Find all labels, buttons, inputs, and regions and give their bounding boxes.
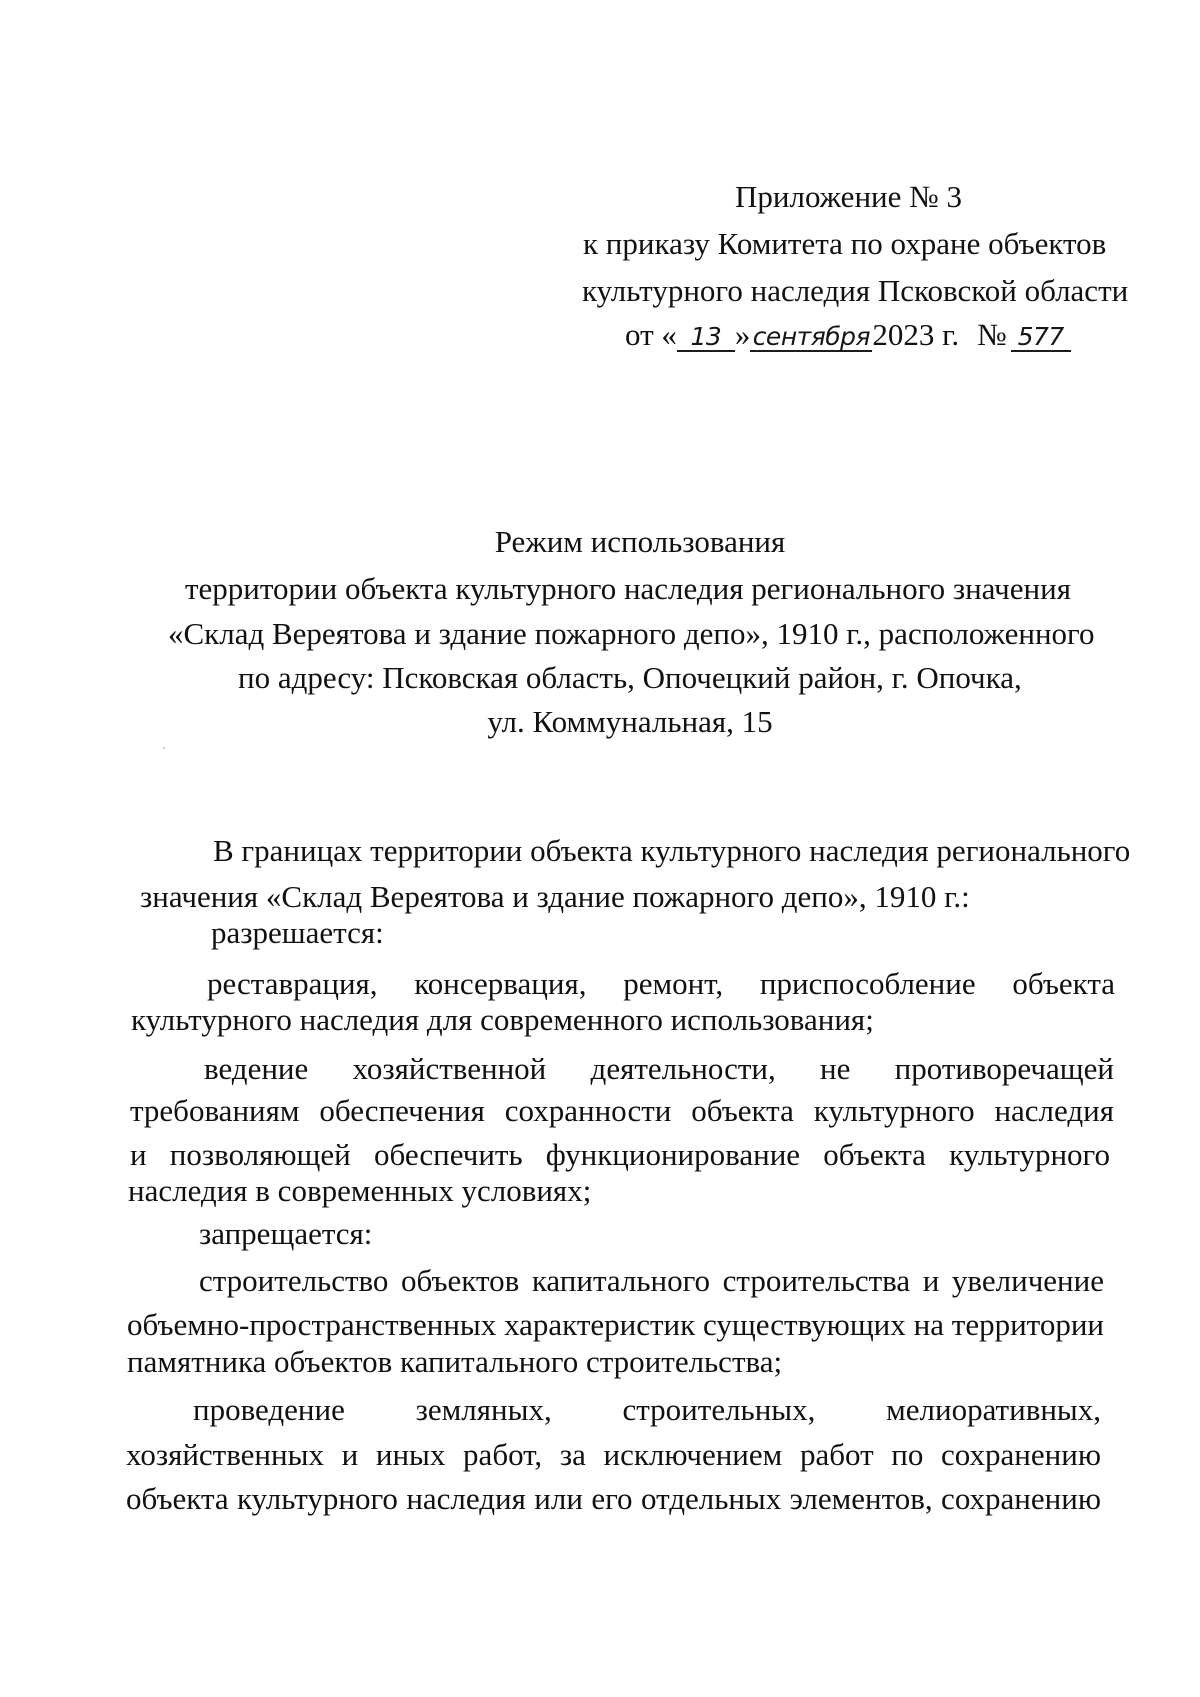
heading-title: Режим использования: [494, 524, 786, 559]
forbidden-item-2-line-2: хозяйственных и иных работ, за исключением работ по сохранению: [126, 1437, 1101, 1472]
scan-speck: [163, 747, 165, 749]
allowed-item-1-line-2: культурного наследия для современного использования;: [131, 1002, 874, 1037]
allowed-item-2-line-3: и позволяющей обеспечить функционирование объекта культурного: [130, 1137, 1110, 1172]
heading-line-4: по адресу: Псковская область, Опочецкий район, г. Опочка,: [238, 660, 1022, 695]
forbidden-heading: запрещается:: [199, 1216, 373, 1251]
appendix-order-line: к приказу Комитета по охране объектов: [583, 226, 1107, 261]
forbidden-item-1-line-2: объемно-пространственных характеристик существующих на территории: [127, 1307, 1104, 1342]
forbidden-item-2-line-3: объекта культурного наследия или его отдельных элементов, сохранению: [126, 1481, 1101, 1516]
appendix-date-line: [625, 319, 1071, 352]
date-prefix: от «: [625, 317, 677, 352]
date-day-handwritten: 13: [677, 324, 735, 352]
heading-line-5: ул. Коммунальная, 15: [487, 704, 773, 739]
number-prefix: №: [977, 317, 1007, 352]
heading-line-3: «Склад Вереятова и здание пожарного депо», 1910 г., расположенного: [168, 616, 1095, 651]
appendix-title: Приложение № 3: [735, 179, 962, 214]
date-year: 2023 г.: [872, 317, 960, 352]
date-middle: »: [734, 317, 751, 352]
allowed-item-2-line-4: наследия в современных условиях;: [128, 1173, 592, 1208]
intro-line-2: значения «Склад Вереятова и здание пожарного депо», 1910 г.:: [140, 879, 970, 914]
forbidden-item-2-line-1: проведение земляных, строительных, мелиоративных,: [193, 1392, 1101, 1427]
allowed-item-2-line-1: ведение хозяйственной деятельности, не противоречащей: [204, 1051, 1114, 1086]
allowed-heading: разрешается:: [211, 915, 384, 950]
allowed-item-1-line-1: реставрация, консервация, ремонт, приспособление объекта: [207, 966, 1115, 1001]
allowed-item-2-line-2: требованиям обеспечения сохранности объекта культурного наследия: [130, 1093, 1114, 1128]
forbidden-item-1-line-1: строительство объектов капитального строительства и увеличение: [199, 1263, 1104, 1298]
intro-line-1: В границах территории объекта культурного наследия регионального: [213, 833, 1131, 868]
heading-line-2: территории объекта культурного наследия регионального значения: [185, 571, 1071, 606]
order-number-handwritten: 577: [1011, 324, 1071, 352]
forbidden-item-1-line-3: памятника объектов капитального строительства;: [127, 1344, 783, 1379]
date-month-handwritten: сентября: [750, 324, 872, 352]
appendix-committee-line: культурного наследия Псковской области: [582, 273, 1129, 308]
